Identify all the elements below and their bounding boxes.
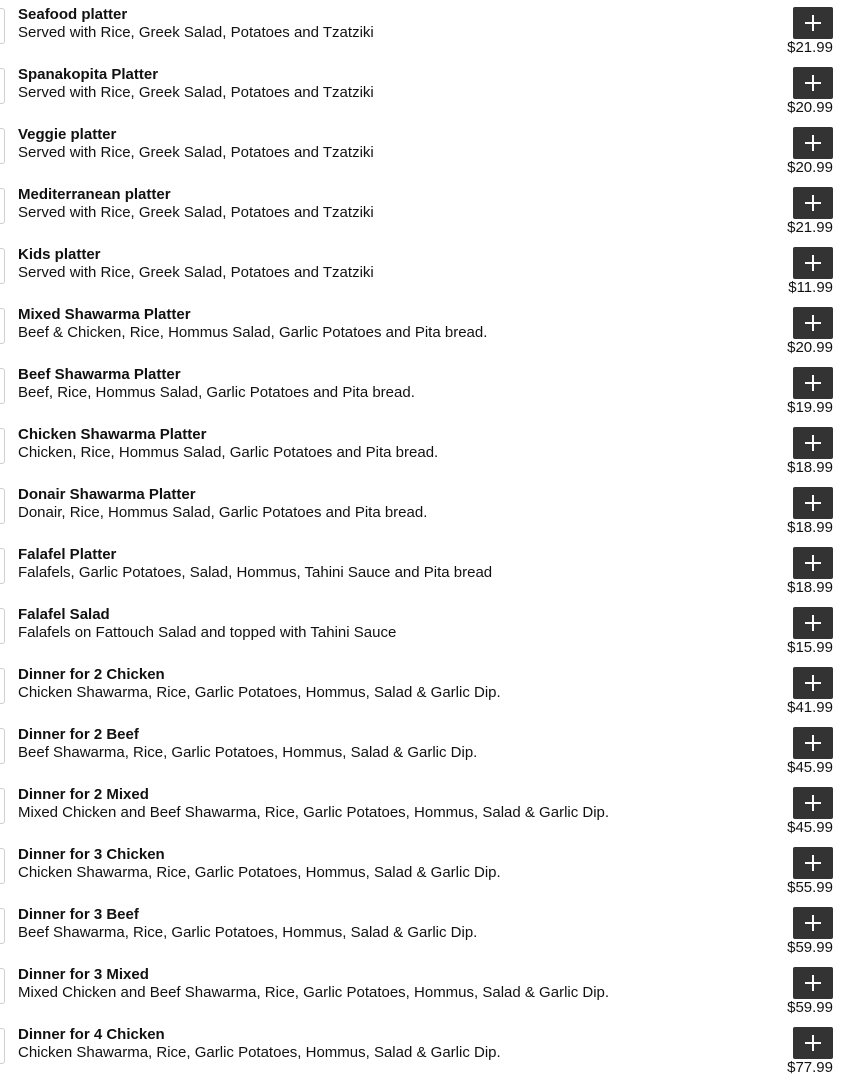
add-to-order-button[interactable] bbox=[793, 547, 833, 579]
item-selection-marker[interactable] bbox=[0, 68, 5, 104]
item-description: Served with Rice, Greek Salad, Potatoes and Tzatziki bbox=[18, 144, 374, 161]
menu-item bbox=[0, 120, 862, 180]
plus-icon bbox=[805, 255, 821, 271]
item-selection-marker[interactable] bbox=[0, 128, 5, 164]
item-selection-marker[interactable] bbox=[0, 968, 5, 1004]
menu-item bbox=[0, 300, 862, 360]
add-to-order-button[interactable] bbox=[793, 307, 833, 339]
item-selection-marker[interactable] bbox=[0, 608, 5, 644]
item-name: Dinner for 2 Mixed bbox=[18, 786, 149, 803]
item-selection-marker[interactable] bbox=[0, 308, 5, 344]
plus-icon bbox=[805, 135, 821, 151]
item-price: $59.99 bbox=[787, 939, 833, 956]
menu-item bbox=[0, 600, 862, 660]
item-name: Beef Shawarma Platter bbox=[18, 366, 181, 383]
item-description: Chicken Shawarma, Rice, Garlic Potatoes, Hommus, Salad & Garlic Dip. bbox=[18, 1044, 501, 1061]
item-name: Kids platter bbox=[18, 246, 101, 263]
add-to-order-button[interactable] bbox=[793, 607, 833, 639]
item-description: Served with Rice, Greek Salad, Potatoes and Tzatziki bbox=[18, 204, 374, 221]
item-description: Chicken Shawarma, Rice, Garlic Potatoes, Hommus, Salad & Garlic Dip. bbox=[18, 684, 501, 701]
item-price: $45.99 bbox=[787, 759, 833, 776]
item-price: $45.99 bbox=[787, 819, 833, 836]
add-to-order-button[interactable] bbox=[793, 967, 833, 999]
plus-icon bbox=[805, 675, 821, 691]
item-description: Beef Shawarma, Rice, Garlic Potatoes, Hommus, Salad & Garlic Dip. bbox=[18, 744, 478, 761]
plus-icon bbox=[805, 795, 821, 811]
item-price: $77.99 bbox=[787, 1059, 833, 1076]
item-price: $19.99 bbox=[787, 399, 833, 416]
item-selection-marker[interactable] bbox=[0, 848, 5, 884]
plus-icon bbox=[805, 915, 821, 931]
menu-item bbox=[0, 840, 862, 900]
plus-icon bbox=[805, 855, 821, 871]
item-description: Beef Shawarma, Rice, Garlic Potatoes, Hommus, Salad & Garlic Dip. bbox=[18, 924, 478, 941]
menu-item bbox=[0, 360, 862, 420]
item-price: $59.99 bbox=[787, 999, 833, 1016]
item-description: Chicken Shawarma, Rice, Garlic Potatoes, Hommus, Salad & Garlic Dip. bbox=[18, 864, 501, 881]
item-selection-marker[interactable] bbox=[0, 368, 5, 404]
plus-icon bbox=[805, 555, 821, 571]
item-description: Served with Rice, Greek Salad, Potatoes and Tzatziki bbox=[18, 24, 374, 41]
item-price: $55.99 bbox=[787, 879, 833, 896]
item-price: $20.99 bbox=[787, 159, 833, 176]
item-selection-marker[interactable] bbox=[0, 668, 5, 704]
add-to-order-button[interactable] bbox=[793, 487, 833, 519]
item-name: Seafood platter bbox=[18, 6, 128, 23]
menu-item bbox=[0, 900, 862, 960]
item-name: Dinner for 2 Beef bbox=[18, 726, 139, 743]
plus-icon bbox=[805, 375, 821, 391]
item-price: $21.99 bbox=[787, 39, 833, 56]
menu-item bbox=[0, 720, 862, 780]
plus-icon bbox=[805, 15, 821, 31]
item-selection-marker[interactable] bbox=[0, 1028, 5, 1064]
item-price: $41.99 bbox=[787, 699, 833, 716]
item-price: $18.99 bbox=[787, 459, 833, 476]
menu-item bbox=[0, 780, 862, 840]
item-description: Mixed Chicken and Beef Shawarma, Rice, Garlic Potatoes, Hommus, Salad & Garlic Dip. bbox=[18, 984, 610, 1001]
item-selection-marker[interactable] bbox=[0, 188, 5, 224]
item-name: Falafel Platter bbox=[18, 546, 117, 563]
item-selection-marker[interactable] bbox=[0, 488, 5, 524]
item-name: Dinner for 2 Chicken bbox=[18, 666, 165, 683]
add-to-order-button[interactable] bbox=[793, 127, 833, 159]
add-to-order-button[interactable] bbox=[793, 7, 833, 39]
menu-item bbox=[0, 540, 862, 600]
plus-icon bbox=[805, 615, 821, 631]
add-to-order-button[interactable] bbox=[793, 787, 833, 819]
item-description: Served with Rice, Greek Salad, Potatoes and Tzatziki bbox=[18, 264, 374, 281]
plus-icon bbox=[805, 975, 821, 991]
item-price: $18.99 bbox=[787, 579, 833, 596]
plus-icon bbox=[805, 495, 821, 511]
add-to-order-button[interactable] bbox=[793, 667, 833, 699]
item-selection-marker[interactable] bbox=[0, 728, 5, 764]
item-selection-marker[interactable] bbox=[0, 248, 5, 284]
add-to-order-button[interactable] bbox=[793, 847, 833, 879]
item-name: Chicken Shawarma Platter bbox=[18, 426, 207, 443]
item-name: Dinner for 3 Mixed bbox=[18, 966, 149, 983]
item-name: Dinner for 4 Chicken bbox=[18, 1026, 165, 1043]
item-selection-marker[interactable] bbox=[0, 548, 5, 584]
plus-icon bbox=[805, 75, 821, 91]
menu-item bbox=[0, 960, 862, 1020]
item-price: $15.99 bbox=[787, 639, 833, 656]
item-selection-marker[interactable] bbox=[0, 908, 5, 944]
add-to-order-button[interactable] bbox=[793, 427, 833, 459]
plus-icon bbox=[805, 1035, 821, 1051]
add-to-order-button[interactable] bbox=[793, 187, 833, 219]
item-selection-marker[interactable] bbox=[0, 428, 5, 464]
item-price: $18.99 bbox=[787, 519, 833, 536]
plus-icon bbox=[805, 735, 821, 751]
plus-icon bbox=[805, 195, 821, 211]
item-name: Falafel Salad bbox=[18, 606, 110, 623]
item-description: Donair, Rice, Hommus Salad, Garlic Potatoes and Pita bread. bbox=[18, 504, 428, 521]
item-name: Veggie platter bbox=[18, 126, 117, 143]
item-description: Falafels on Fattouch Salad and topped with Tahini Sauce bbox=[18, 624, 397, 641]
add-to-order-button[interactable] bbox=[793, 367, 833, 399]
menu-item bbox=[0, 0, 862, 60]
menu-item bbox=[0, 240, 862, 300]
menu-item bbox=[0, 60, 862, 120]
add-to-order-button[interactable] bbox=[793, 727, 833, 759]
menu-item bbox=[0, 1020, 862, 1080]
menu-item bbox=[0, 420, 862, 480]
add-to-order-button[interactable] bbox=[793, 247, 833, 279]
item-name: Dinner for 3 Chicken bbox=[18, 846, 165, 863]
plus-icon bbox=[805, 435, 821, 451]
item-description: Chicken, Rice, Hommus Salad, Garlic Potatoes and Pita bread. bbox=[18, 444, 439, 461]
item-name: Spanakopita Platter bbox=[18, 66, 159, 83]
add-to-order-button[interactable] bbox=[793, 907, 833, 939]
item-name: Dinner for 3 Beef bbox=[18, 906, 139, 923]
item-description: Beef, Rice, Hommus Salad, Garlic Potatoes and Pita bread. bbox=[18, 384, 415, 401]
add-to-order-button[interactable] bbox=[793, 1027, 833, 1059]
item-selection-marker[interactable] bbox=[0, 788, 5, 824]
menu-item bbox=[0, 180, 862, 240]
item-name: Donair Shawarma Platter bbox=[18, 486, 196, 503]
item-description: Mixed Chicken and Beef Shawarma, Rice, Garlic Potatoes, Hommus, Salad & Garlic Dip. bbox=[18, 804, 610, 821]
add-to-order-button[interactable] bbox=[793, 67, 833, 99]
menu-item bbox=[0, 660, 862, 720]
item-price: $20.99 bbox=[787, 99, 833, 116]
plus-icon bbox=[805, 315, 821, 331]
item-price: $20.99 bbox=[787, 339, 833, 356]
item-name: Mixed Shawarma Platter bbox=[18, 306, 191, 323]
item-selection-marker[interactable] bbox=[0, 8, 5, 44]
item-description: Beef & Chicken, Rice, Hommus Salad, Garlic Potatoes and Pita bread. bbox=[18, 324, 488, 341]
item-price: $11.99 bbox=[788, 279, 833, 296]
item-description: Served with Rice, Greek Salad, Potatoes and Tzatziki bbox=[18, 84, 374, 101]
menu-item bbox=[0, 480, 862, 540]
item-price: $21.99 bbox=[787, 219, 833, 236]
item-description: Falafels, Garlic Potatoes, Salad, Hommus, Tahini Sauce and Pita bread bbox=[18, 564, 493, 581]
item-name: Mediterranean platter bbox=[18, 186, 171, 203]
